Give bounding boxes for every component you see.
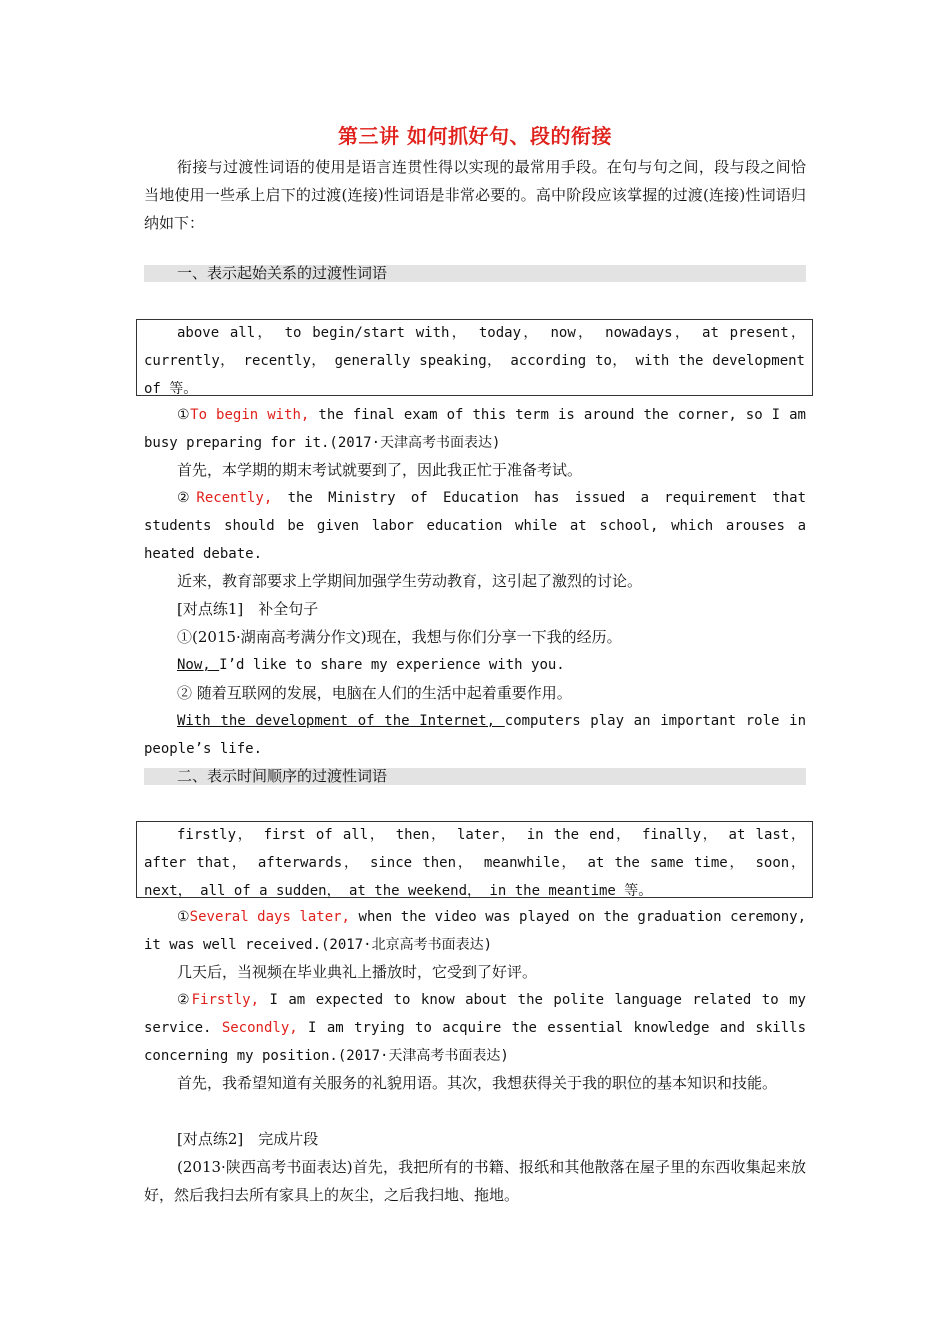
- practice-answer-2: [144, 708, 806, 764]
- page-title: 第三讲 如何抓好句、段的衔接: [338, 124, 612, 148]
- example-2-2: [144, 987, 806, 1070]
- example-text: I am expected to know about the polite language related to my service.: [144, 992, 806, 1036]
- example-text: the Ministry of Education has issued a requirement that students should be given labor education while at school, which arouses a heated debate.: [144, 490, 806, 562]
- example-1-1-translation: 首先，本学期的期末考试就要到了，因此我正忙于准备考试。: [177, 461, 583, 479]
- word-box-2: [136, 821, 813, 898]
- answer-underlined: With the development of the Internet,: [177, 713, 505, 729]
- highlight-phrase: Secondly,: [221, 1019, 298, 1036]
- practice-question-2-1: (2013·陕西高考书面表达)首先，我把所有的书籍、报纸和其他散落在屋子里的东西收集起来放好，然后我扫去所有家具上的灰尘，之后我扫地、拖地。: [144, 1158, 806, 1204]
- example-2-1: [144, 904, 806, 960]
- answer-underlined: Now,: [177, 657, 220, 673]
- section-heading-1: 一、表示起始关系的过渡性词语: [144, 265, 806, 282]
- example-2-1-translation: 几天后，当视频在毕业典礼上播放时，它受到了好评。: [177, 963, 538, 981]
- example-text: when the video was played on the graduation ceremony, it was well received.(2017·北京高考书面表达): [144, 909, 806, 953]
- practice-answer-1: [144, 652, 806, 680]
- example-1-2-translation: 近来，教育部要求上学期间加强学生劳动教育，这引起了激烈的讨论。: [177, 572, 643, 590]
- example-text: I am trying to acquire the essential knowledge and skills concerning my position.(2017·天津高考书面表达): [144, 1019, 806, 1064]
- example-number: ①: [177, 909, 190, 925]
- answer-text: I’d like to share my experience with you.: [219, 657, 565, 673]
- practice-label-2: [对点练2] 完成片段: [177, 1130, 319, 1148]
- example-1-1: [144, 402, 806, 458]
- example-2-2-translation: 首先，我希望知道有关服务的礼貌用语。其次，我想获得关于我的职位的基本知识和技能。: [177, 1074, 778, 1092]
- practice-question-1: ①(2015·湖南高考满分作文)现在，我想与你们分享一下我的经历。: [177, 628, 622, 646]
- example-text: the final exam of this term is around the corner, so I am busy preparing for it.(2017·天津高考书面表达): [144, 407, 806, 451]
- highlight-phrase: Recently,: [196, 490, 273, 506]
- example-number: ②: [177, 490, 197, 506]
- highlight-phrase: To begin with,: [190, 407, 310, 423]
- word-box-1: [136, 319, 813, 396]
- example-number: ①: [177, 407, 191, 423]
- practice-label-1: [对点练1] 补全句子: [177, 600, 319, 618]
- section-heading-2: 二、表示时间顺序的过渡性词语: [144, 768, 806, 785]
- highlight-phrase: Several days later,: [189, 909, 350, 925]
- highlight-phrase: Firstly,: [191, 992, 260, 1008]
- example-1-2: [144, 485, 806, 568]
- practice-question-2: ② 随着互联网的发展，电脑在人们的生活中起着重要作用。: [177, 684, 572, 702]
- example-number: ②: [177, 992, 192, 1008]
- answer-text: computers play an important role in people’s life.: [144, 713, 806, 757]
- word-box-1-text: above all， to begin/start with， today， now， nowadays， at present， currently， recently， generally speaking， according to， with the development of 等。: [144, 325, 805, 397]
- word-box-2-text: firstly， first of all， then， later， in the end， finally， at last， after that， afterwards， since then， meanwhile， at the same time， soon， next， all of a sudden， at the weekend， in the meantime 等。: [144, 827, 805, 899]
- intro-paragraph: 衔接与过渡性词语的使用是语言连贯性得以实现的最常用手段。在句与句之间，段与段之间恰当地使用一些承上启下的过渡(连接)性词语是非常必要的。高中阶段应该掌握的过渡(连接)性词语归纳如下：: [144, 158, 806, 232]
